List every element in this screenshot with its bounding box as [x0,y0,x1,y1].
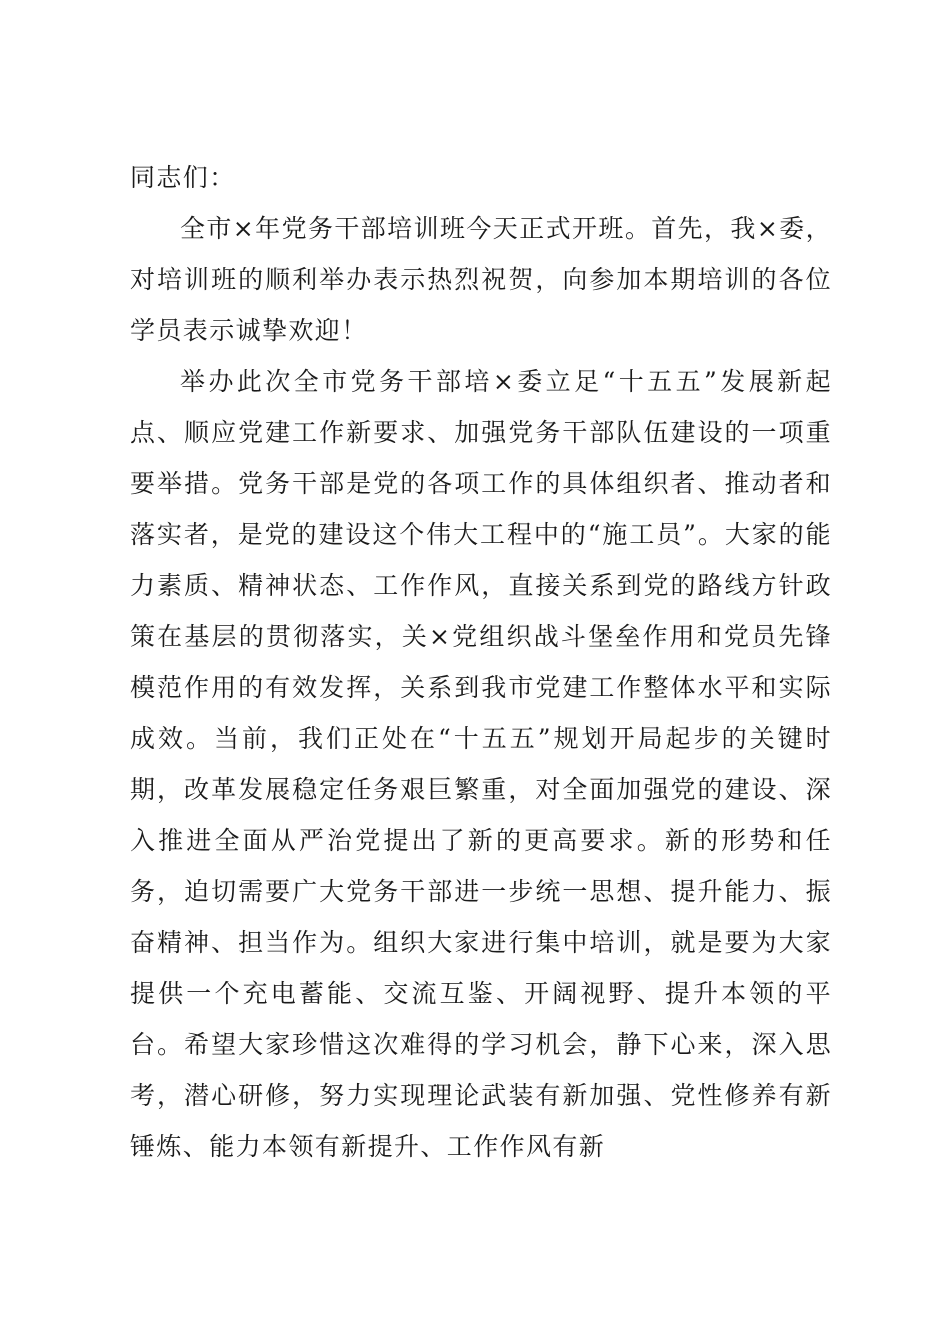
paragraph-main: 举办此次全市党务干部培×委立足“十五五”发展新起点、顺应党建工作新要求、加强党务干部队伍建设的一项重要举措。党务干部是党的各项工作的具体组织者、推动者和落实者，是党的建设这个伟大工程中的“施工员”。大家的能力素质、精神状态、工作作风，直接关系到党的路线方针政策在基层的贯彻落实，关×党组织战斗堡垒作用和党员先锋模范作用的有效发挥，关系到我市党建工作整体水平和实际成效。当前，我们正处在“十五五”规划开局起步的关键时期，改革发展稳定任务艰巨繁重，对全面加强党的建设、深入推进全面从严治党提出了新的更高要求。新的形势和任务，迫切需要广大党务干部进一步统一思想、提升能力、振奋精神、担当作为。组织大家进行集中培训，就是要为大家提供一个充电蓄能、交流互鉴、开阔视野、提升本领的平台。希望大家珍惜这次难得的学习机会，静下心来，深入思考，潜心研修，努力实现理论武装有新加强、党性修养有新锤炼、能力本领有新提升、工作作风有新 [130,367,832,1161]
paragraph-opening: 全市×年党务干部培训班今天正式开班。首先，我×委，对培训班的顺利举办表示热烈祝贺，向参加本期培训的各位学员表示诚挚欢迎！ [130,214,832,345]
document-body [130,152,832,1172]
salutation: 同志们： [130,163,236,192]
